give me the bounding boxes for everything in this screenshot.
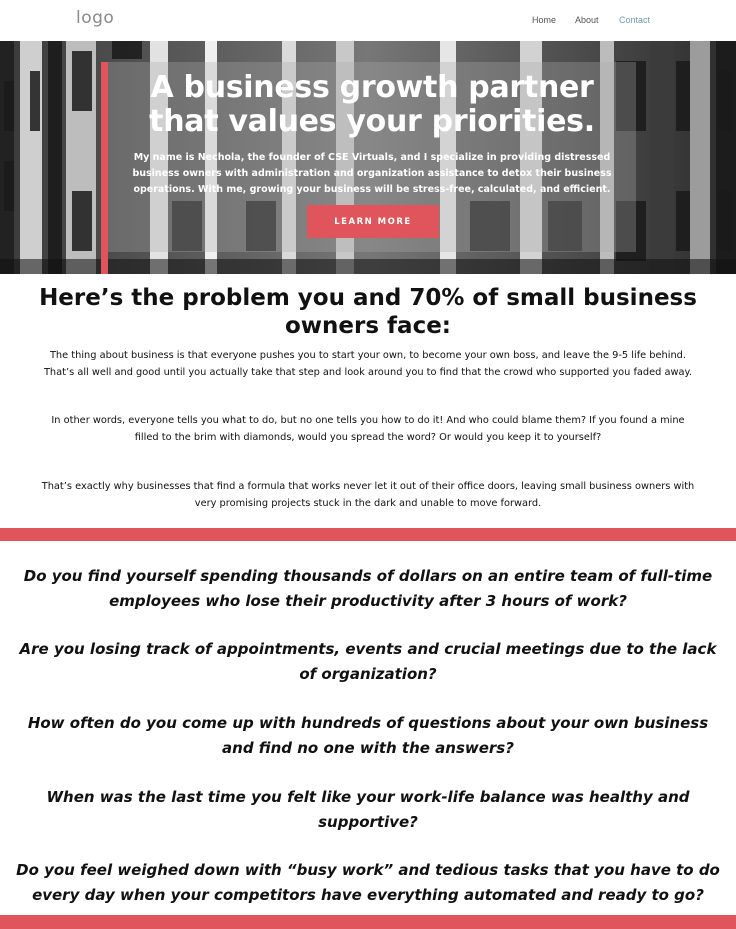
nav-contact-link[interactable]: Contact <box>619 15 651 25</box>
question-4: When was the last time you felt like your work-life balance was healthy and supportive? <box>46 788 690 831</box>
hero-title <box>108 71 636 139</box>
question-2: Are you losing track of appointments, events and crucial meetings due to the lack of organization? <box>19 640 717 683</box>
hero-accent-bar <box>101 62 108 274</box>
learn-more-button[interactable]: LEARN MORE <box>307 205 439 238</box>
problem-paragraph-1: The thing about business is that everyone pushes you to start your own, to become your own boss, and leave the 9-5 life behind. That’s all well and good until you actually take that step and look around you to find that the crowd who supported you faded away. <box>43 350 693 378</box>
hero-title-line-1: A business growth partner <box>150 70 594 105</box>
question-1: Do you find yourself spending thousands of dollars on an entire team of full-time employees who lose their productivity after 3 hours of work? <box>23 567 713 610</box>
nav-about-link[interactable]: About <box>575 15 599 25</box>
problem-heading: Here’s the problem you and 70% of small business owners face: <box>39 285 697 339</box>
hero-section <box>0 41 736 274</box>
site-header <box>0 0 736 41</box>
hero-intro-text: My name is Nechola, the founder of CSE Virtuals, and I specialize in providing distressed business owners with administration and organization assistance to detox their business operations. With me, growing your business will be stress-free, calculated, and efficient. <box>132 152 612 195</box>
section-divider-top <box>0 528 736 541</box>
nav-home-link[interactable]: Home <box>532 15 557 25</box>
problem-paragraph-2: In other words, everyone tells you what to do, but no one tells you how to do it! And who could blame them? If you found a mine filled to the brim with diamonds, would you spread the word? Or would you keep it to yourself? <box>51 415 685 443</box>
section-divider-bottom <box>0 915 736 929</box>
question-3: How often do you come up with hundreds of questions about your own business and find no one with the answers? <box>27 714 709 757</box>
hero-title-line-2: that values your priorities. <box>149 104 595 139</box>
question-5: Do you feel weighed down with “busy work” and tedious tasks that you have to do every day when your competitors have everything automated and ready to go? <box>16 861 720 904</box>
logo[interactable]: logo <box>76 8 115 28</box>
problem-paragraph-3: That’s exactly why businesses that find a formula that works never let it out of their office doors, leaving small business owners with very promising projects stuck in the dark and unable to move forward. <box>41 481 695 509</box>
